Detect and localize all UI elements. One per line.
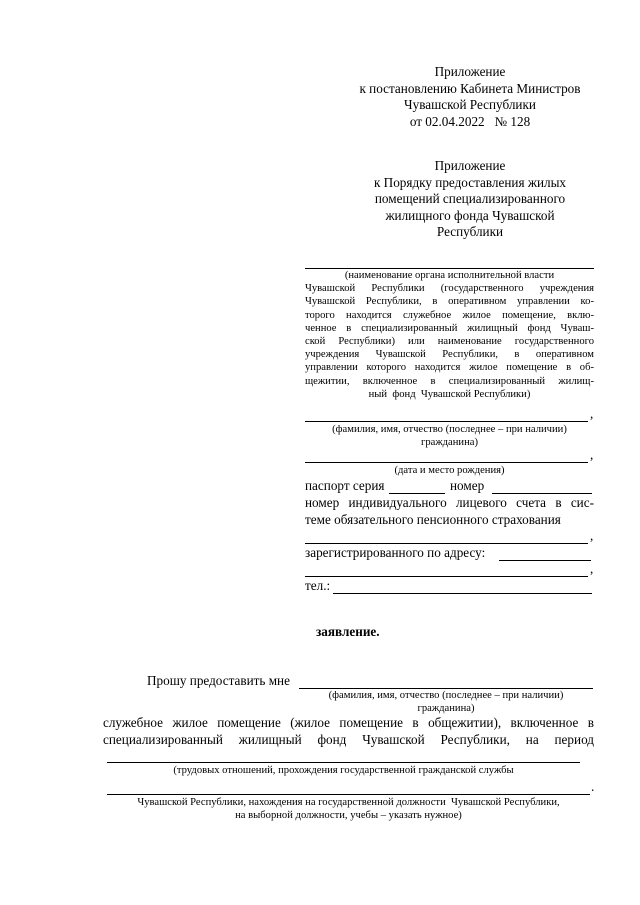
address-comma: , [590,561,594,576]
birth-caption: (дата и место рождения) [394,465,505,476]
snils-line-2: теме обязательного пенсионного страхования [305,512,561,527]
appendix-header-2 [330,158,610,241]
document-title: заявление. [316,624,380,639]
period-field[interactable] [107,762,580,763]
request-prefix: Прошу предоставить мне [147,673,290,688]
snils-comma: , [590,528,594,543]
appendix-line: жилищного фонда Чувашской [385,207,555,223]
registered-label: зарегистрированного по адресу: [305,545,486,560]
passport-series-label: паспорт серия [305,478,385,493]
appendix-line: Приложение [434,158,506,173]
phone-field[interactable] [333,593,592,594]
appendix-line: Чувашской Республики [404,97,536,112]
birth-comma: , [590,447,594,462]
caption-line: ской Республики) или наименование государственного [305,336,594,348]
caption-line: гражданина) [421,437,478,449]
period-field-2[interactable] [107,794,590,795]
snils-field[interactable] [305,543,588,544]
passport-number-label: номер [450,478,485,493]
appendix-line: от 02.04.2022 № 128 [409,113,531,129]
caption-line: ченное в специализированный жилищный фонд Чуваш- [305,322,594,334]
appendix-line: Приложение [434,64,506,79]
appendix-line: Республики [436,224,504,239]
caption-line: Чувашской Республики, в оперативном управлении ко- [305,296,594,308]
period-caption-3: на выборной должности, учебы – указать нужное) [235,810,462,821]
fio-comma: , [590,406,594,421]
recipient-caption [305,269,594,401]
body-line-2: специализированный жилищный фонд Чувашской Республики, на период [103,732,594,747]
appendix-line: помещений специализированного [374,191,566,206]
caption-line: (наименование органа исполнительной власти [344,270,555,281]
period-caption-2: Чувашской Республики, нахождения на государственной должности Чувашской Республики, [137,797,560,808]
period-caption-1: (трудовых отношений, прохождения государственной гражданской службы [173,765,514,776]
registered-field[interactable] [499,560,591,561]
birth-line [305,462,588,463]
caption-line: (фамилия, имя, отчество (последнее – при наличии) [332,424,567,435]
appendix-header-1 [330,64,610,130]
caption-line: торого находится служебное жилое помещение, вклю- [305,309,594,321]
applicant-fio-line [305,421,588,422]
period-end-dot: . [591,779,595,794]
caption-line: щежитии, включенное в специализированный жилищ- [305,375,594,387]
phone-label: тел.: [305,578,331,593]
caption-line: учреждения Чувашской Республики, в оперативном [305,349,594,361]
caption-line: ный фонд Чувашской Республики) [368,388,531,400]
caption-line: управлении которого находится жилое помещение в об- [305,362,594,374]
passport-series-field[interactable] [389,493,445,494]
caption-line: Чувашской Республики (государственного учреждения [305,283,594,295]
request-fio-caption [299,689,593,715]
passport-number-field[interactable] [492,493,592,494]
body-line-1: служебное жилое помещение (жилое помещение в общежитии), включенное в [103,715,594,730]
caption-line: гражданина) [417,703,475,715]
appendix-line: к Порядку предоставления жилых [373,174,567,190]
caption-line: (фамилия, имя, отчество (последнее – при наличии) [328,690,564,701]
snils-line-1: номер индивидуального лицевого счета в сис- [305,495,594,510]
applicant-fio-caption [305,423,594,449]
registered-field-2[interactable] [305,576,588,577]
appendix-line: к постановлению Кабинета Министров [359,80,581,96]
